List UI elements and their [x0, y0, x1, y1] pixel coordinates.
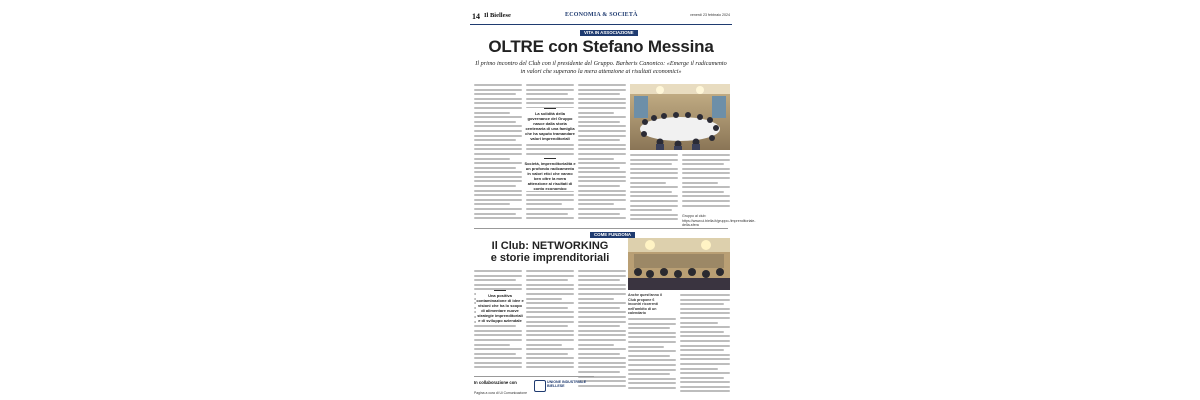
body-text-line: [526, 353, 568, 355]
body-text-line: [526, 293, 574, 295]
section-divider: [474, 228, 728, 229]
body-text-line: [526, 203, 562, 205]
body-text-line: [680, 335, 730, 337]
body-text-line: [526, 199, 574, 201]
body-text-line: [578, 321, 626, 323]
article-title: OLTRE con Stefano Messina: [488, 37, 714, 56]
body-text-line: [682, 186, 730, 188]
body-text-line: [680, 340, 730, 342]
body-text-line: [680, 358, 730, 360]
body-text-line: [578, 284, 626, 286]
body-text-line: [680, 326, 730, 328]
body-text-line: [526, 89, 574, 91]
body-text-line: [682, 163, 724, 165]
body-text-line: [628, 373, 670, 375]
body-text-line: [680, 349, 724, 351]
page-header: [470, 12, 732, 25]
body-text-line: [474, 102, 522, 104]
body-text-line: [474, 107, 522, 109]
body-text-line: [578, 307, 620, 309]
body-text-line: [680, 317, 730, 319]
body-text-line: [578, 325, 620, 327]
body-text-line: [526, 194, 574, 196]
body-text-line: [578, 275, 626, 277]
body-text-line: [578, 167, 620, 169]
article-kicker: COME FUNZIONA: [590, 232, 635, 238]
body-text-line: [578, 148, 626, 150]
body-text-line: [526, 102, 574, 104]
body-text-line: [526, 144, 574, 146]
body-text-line: [578, 357, 626, 359]
body-text-line: [474, 353, 516, 355]
body-text-line: [526, 298, 562, 300]
newspaper-page: [470, 8, 756, 396]
body-text-line: [474, 194, 522, 196]
body-text-line: [578, 334, 626, 336]
body-text-line: [578, 84, 626, 86]
body-text-line: [474, 148, 522, 150]
body-text-line: [526, 339, 574, 341]
body-text-line: [474, 121, 516, 123]
body-text-line: [526, 307, 568, 309]
pull-quote: Una positiva contaminazione di idee e visioni che ha lo scopo di alimentare nuove strategie imprenditoriali e di sviluppo aziendale: [476, 290, 524, 323]
body-text-line: [474, 185, 516, 187]
body-text-line: [578, 89, 626, 91]
body-text-line: [474, 203, 510, 205]
body-text-line: [682, 195, 730, 197]
collaboration-label: In collaborazione con: [474, 380, 517, 385]
body-text-line: [578, 180, 626, 182]
body-text-line: [474, 162, 522, 164]
body-text-line: [578, 208, 626, 210]
body-text-line: [628, 378, 676, 380]
body-text-line: [474, 366, 522, 368]
body-text-line: [628, 359, 676, 361]
body-text-line: [630, 191, 672, 193]
body-text-line: [474, 144, 522, 146]
collaboration-box: [474, 376, 594, 397]
body-text-line: [474, 334, 522, 336]
body-text-line: [474, 339, 522, 341]
body-text-line: [628, 332, 676, 334]
text-column-4: [630, 154, 678, 226]
body-text-line: [682, 172, 730, 174]
body-text-line: [474, 208, 522, 210]
text-column-7: [526, 270, 574, 374]
body-text-line: [526, 325, 568, 327]
body-text-line: [628, 382, 676, 384]
body-text-line: [474, 139, 516, 141]
text-column-9: [628, 318, 676, 396]
body-text-line: [474, 171, 522, 173]
body-text-line: [526, 366, 574, 368]
body-text-line: [680, 368, 718, 370]
body-text-line: [578, 344, 614, 346]
body-text-line: [628, 350, 676, 352]
body-text-line: [682, 200, 730, 202]
body-text-line: [526, 321, 574, 323]
body-text-line: [630, 154, 678, 156]
body-text-line: [680, 372, 730, 374]
body-text-line: [526, 316, 574, 318]
body-text-line: [630, 182, 666, 184]
body-text-line: [474, 125, 522, 127]
body-text-line: [628, 346, 664, 348]
body-text-line: [526, 302, 574, 304]
photo-caption: Anche quest'anno il Club propone 6 incontri ricorrenti nell'ambito di un calendario: [628, 293, 663, 316]
body-text-line: [628, 327, 670, 329]
body-text-line: [526, 208, 574, 210]
body-text-line: [578, 298, 614, 300]
body-text-line: [680, 322, 718, 324]
body-text-line: [526, 213, 568, 215]
body-text-line: [680, 299, 730, 301]
body-text-line: [578, 116, 626, 118]
body-text-line: [526, 311, 574, 313]
body-text-line: [578, 130, 626, 132]
body-text-line: [526, 284, 574, 286]
body-text-line: [628, 318, 676, 320]
body-text-line: [474, 199, 522, 201]
body-text-line: [526, 275, 574, 277]
body-text-line: [526, 279, 568, 281]
body-text-line: [578, 316, 626, 318]
section-title: ECONOMIA & SOCIETÀ: [565, 12, 638, 18]
body-text-line: [630, 218, 678, 220]
body-text-line: [682, 177, 730, 179]
body-text-line: [628, 387, 676, 389]
body-text-line: [628, 341, 676, 343]
body-text-line: [630, 195, 678, 197]
body-text-line: [526, 153, 574, 155]
body-text-line: [680, 377, 724, 379]
body-text-line: [578, 135, 626, 137]
text-column-1: [474, 84, 522, 222]
body-text-line: [682, 154, 730, 156]
body-text-line: [682, 168, 730, 170]
body-text-line: [526, 348, 574, 350]
body-text-line: [578, 144, 626, 146]
body-text-line: [578, 194, 626, 196]
body-text-line: [578, 339, 626, 341]
body-text-line: [578, 366, 626, 368]
body-text-line: [474, 158, 510, 160]
body-text-line: [526, 357, 574, 359]
body-text-line: [474, 284, 522, 286]
body-text-line: [526, 84, 574, 86]
body-text-line: [680, 312, 730, 314]
partner-name: UNIONE INDUSTRIALE BIELLESE: [547, 380, 587, 389]
body-text-line: [474, 357, 522, 359]
body-text-line: [630, 205, 678, 207]
body-text-line: [578, 217, 626, 219]
body-text-line: [474, 167, 516, 169]
body-text-line: [578, 302, 626, 304]
body-text-line: [526, 93, 568, 95]
body-text-line: [474, 190, 522, 192]
body-text-line: [680, 354, 730, 356]
body-text-line: [474, 344, 510, 346]
body-text-line: [474, 213, 516, 215]
body-text-line: [628, 355, 670, 357]
body-text-line: [578, 158, 614, 160]
body-text-line: [680, 363, 730, 365]
article-title: Il Club: NETWORKING e storie imprenditoriali: [490, 240, 610, 264]
body-text-line: [682, 191, 724, 193]
audience-photo: [628, 238, 730, 290]
text-column-5: [682, 154, 730, 212]
body-text-line: [526, 217, 574, 219]
body-text-line: [474, 98, 522, 100]
body-text-line: [578, 199, 626, 201]
body-text-line: [578, 190, 626, 192]
body-text-line: [474, 362, 522, 364]
body-text-line: [526, 362, 574, 364]
body-text-line: [630, 209, 672, 211]
body-text-line: [526, 148, 574, 150]
body-text-line: [578, 153, 626, 155]
body-text-line: [578, 288, 626, 290]
newspaper-brand: Il Biellese: [484, 12, 511, 19]
body-text-line: [628, 336, 676, 338]
body-text-line: [680, 294, 730, 296]
body-text-line: [680, 390, 730, 392]
article-kicker: VITA IN ASSOCIAZIONE: [580, 30, 638, 36]
meeting-photo: [630, 84, 730, 150]
body-text-line: [682, 182, 718, 184]
body-text-line: [628, 323, 676, 325]
body-text-line: [578, 293, 626, 295]
body-text-line: [474, 84, 522, 86]
body-text-line: [474, 325, 516, 327]
text-column-3: [578, 84, 626, 222]
body-text-line: [578, 371, 620, 373]
body-text-line: [474, 180, 522, 182]
article-subtitle: Il primo incontro del Club con il presidente del Gruppo. Barberis Canonico: «Emerge il radicamento in valori che superano la mera attenzione ai risultati economici»: [475, 60, 727, 75]
body-text-line: [630, 186, 678, 188]
body-text-line: [680, 331, 724, 333]
body-text-line: [682, 205, 730, 207]
body-text-line: [680, 386, 730, 388]
body-text-line: [578, 98, 626, 100]
body-text-line: [474, 130, 522, 132]
body-text-line: [526, 330, 574, 332]
body-text-line: [578, 203, 614, 205]
body-text-line: [474, 217, 522, 219]
body-text-line: [630, 200, 678, 202]
body-text-line: [578, 93, 620, 95]
body-text-line: [578, 270, 626, 272]
photo-caption: Gruppo al club: https://www.ui.biella.it/gruppo-/imprenditoriale-della-sfera: [682, 214, 756, 228]
body-text-line: [578, 311, 626, 313]
body-text-line: [474, 330, 522, 332]
body-text-line: [578, 330, 626, 332]
body-text-line: [578, 125, 626, 127]
body-text-line: [578, 121, 620, 123]
body-text-line: [628, 369, 676, 371]
body-text-line: [474, 116, 522, 118]
body-text-line: [474, 348, 522, 350]
body-text-line: [630, 177, 678, 179]
body-text-line: [578, 362, 626, 364]
unione-industriale-logo-icon: [534, 380, 546, 392]
body-text-line: [682, 159, 730, 161]
text-column-10: [680, 294, 730, 396]
text-column-2: [526, 84, 574, 222]
body-text-line: [578, 353, 620, 355]
issue-date: venerdì 23 febbraio 2024: [690, 13, 730, 17]
body-text-line: [474, 153, 522, 155]
body-text-line: [526, 270, 574, 272]
body-text-line: [630, 168, 678, 170]
body-text-line: [630, 159, 678, 161]
body-text-line: [630, 163, 672, 165]
body-text-line: [628, 364, 676, 366]
body-text-line: [474, 93, 516, 95]
body-text-line: [630, 172, 678, 174]
body-text-line: [578, 176, 626, 178]
pull-quote: Società, imprenditorialità e un profondo radicamento in valori etici che vanno ben oltre la mera attenzione ai risultati di conto economico: [524, 158, 576, 191]
body-text-line: [578, 213, 620, 215]
body-text-line: [578, 279, 620, 281]
body-text-line: [578, 112, 614, 114]
body-text-line: [680, 303, 724, 305]
body-text-line: [526, 334, 574, 336]
body-text-line: [578, 139, 620, 141]
body-text-line: [578, 162, 626, 164]
body-text-line: [474, 135, 522, 137]
pull-quote: La solidità della governance del Gruppo nasce dalla storia centenaria di una famiglia che ha saputo tramandare valori imprenditoriali: [524, 108, 576, 141]
body-text-line: [526, 344, 562, 346]
body-text-line: [680, 308, 730, 310]
body-text-line: [578, 185, 620, 187]
body-text-line: [680, 381, 730, 383]
body-text-line: [578, 102, 626, 104]
body-text-line: [474, 112, 510, 114]
page-credit: Pagina a cura di Ui Comunicazione: [474, 391, 527, 395]
page-number: 14: [472, 12, 480, 21]
body-text-line: [474, 176, 522, 178]
body-text-line: [578, 107, 626, 109]
body-text-line: [630, 214, 678, 216]
body-text-line: [526, 98, 574, 100]
body-text-line: [578, 171, 626, 173]
body-text-line: [680, 345, 730, 347]
body-text-line: [474, 279, 516, 281]
body-text-line: [474, 270, 522, 272]
body-text-line: [474, 275, 522, 277]
body-text-line: [526, 288, 574, 290]
body-text-line: [474, 89, 522, 91]
body-text-line: [578, 348, 626, 350]
